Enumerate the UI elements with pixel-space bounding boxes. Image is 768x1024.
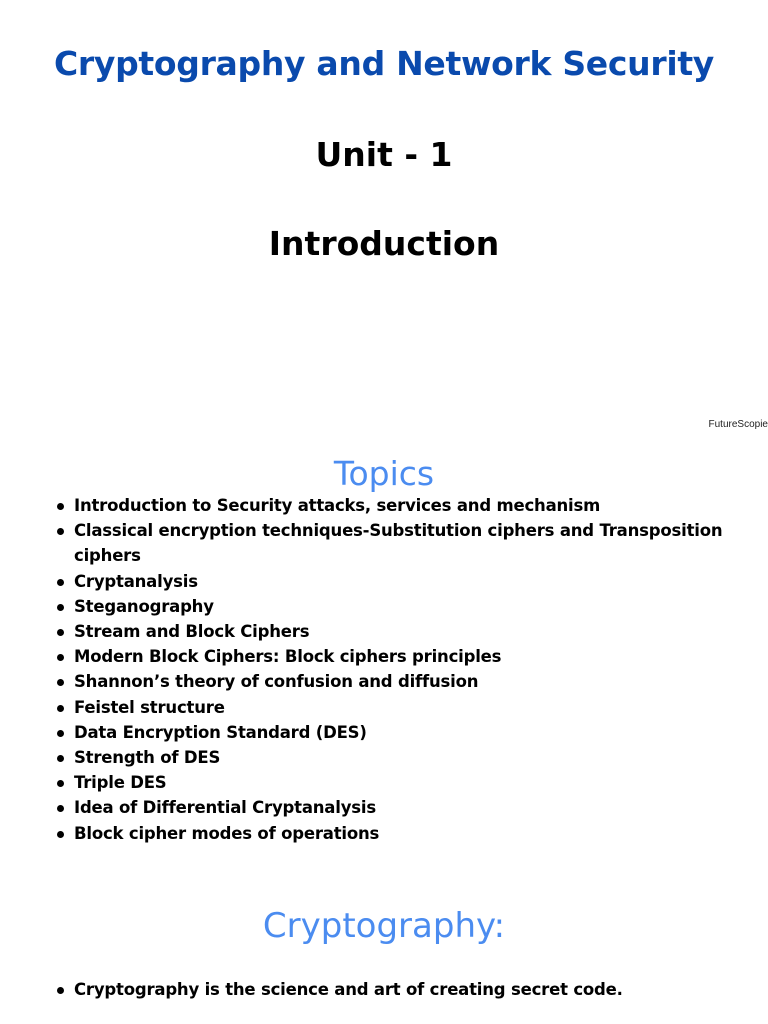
- bullet-icon: [57, 604, 64, 611]
- list-item-text: Classical encryption techniques-Substitution ciphers and Transposition ciphers: [74, 521, 723, 566]
- cryptography-list: [56, 977, 746, 1002]
- watermark-text: FutureScopie: [708, 419, 768, 430]
- list-item: [56, 669, 746, 694]
- list-item: [56, 795, 746, 820]
- bullet-icon: [57, 503, 64, 510]
- list-item-text: Cryptanalysis: [74, 571, 198, 591]
- bullet-icon: [57, 579, 64, 586]
- bullet-icon: [57, 679, 64, 686]
- bullet-icon: [57, 805, 64, 812]
- bullet-icon: [57, 987, 64, 994]
- list-item: [56, 619, 746, 644]
- list-item: [56, 594, 746, 619]
- list-item-text: Triple DES: [74, 773, 167, 793]
- list-item: [56, 720, 746, 745]
- topics-list: [56, 493, 746, 846]
- list-item-text: Idea of Differential Cryptanalysis: [74, 798, 376, 818]
- bullet-icon: [57, 629, 64, 636]
- topics-heading: Topics: [333, 454, 435, 493]
- bullet-icon: [57, 654, 64, 661]
- list-item: [56, 569, 746, 594]
- bullet-icon: [57, 705, 64, 712]
- list-item: [56, 821, 746, 846]
- list-item: [56, 518, 746, 568]
- list-item-text: Block cipher modes of operations: [74, 823, 380, 843]
- list-item-text: Feistel structure: [74, 697, 225, 717]
- bullet-icon: [57, 755, 64, 762]
- list-item: [56, 493, 746, 518]
- list-item-text: Data Encryption Standard (DES): [74, 722, 367, 742]
- list-item: [56, 644, 746, 669]
- course-title: Cryptography and Network Security: [53, 44, 715, 83]
- bullet-icon: [57, 730, 64, 737]
- unit-title: Unit - 1: [315, 135, 453, 174]
- intro-title: Introduction: [268, 224, 500, 263]
- bullet-icon: [57, 528, 64, 535]
- list-item: [56, 695, 746, 720]
- list-item-text: Strength of DES: [74, 748, 221, 768]
- cryptography-heading: Cryptography:: [262, 906, 506, 946]
- list-item: [56, 770, 746, 795]
- list-item: [56, 745, 746, 770]
- list-item-text: Introduction to Security attacks, services and mechanism: [74, 496, 601, 515]
- list-item-text: Stream and Block Ciphers: [74, 622, 310, 642]
- list-item-text: Modern Block Ciphers: Block ciphers principles: [74, 647, 502, 667]
- bullet-icon: [57, 780, 64, 787]
- list-item-text: Cryptography is the science and art of creating secret code.: [74, 980, 623, 999]
- list-item: [56, 977, 746, 1002]
- bullet-icon: [57, 831, 64, 838]
- list-item-text: Shannon’s theory of confusion and diffusion: [74, 672, 479, 692]
- list-item-text: Steganography: [74, 596, 214, 616]
